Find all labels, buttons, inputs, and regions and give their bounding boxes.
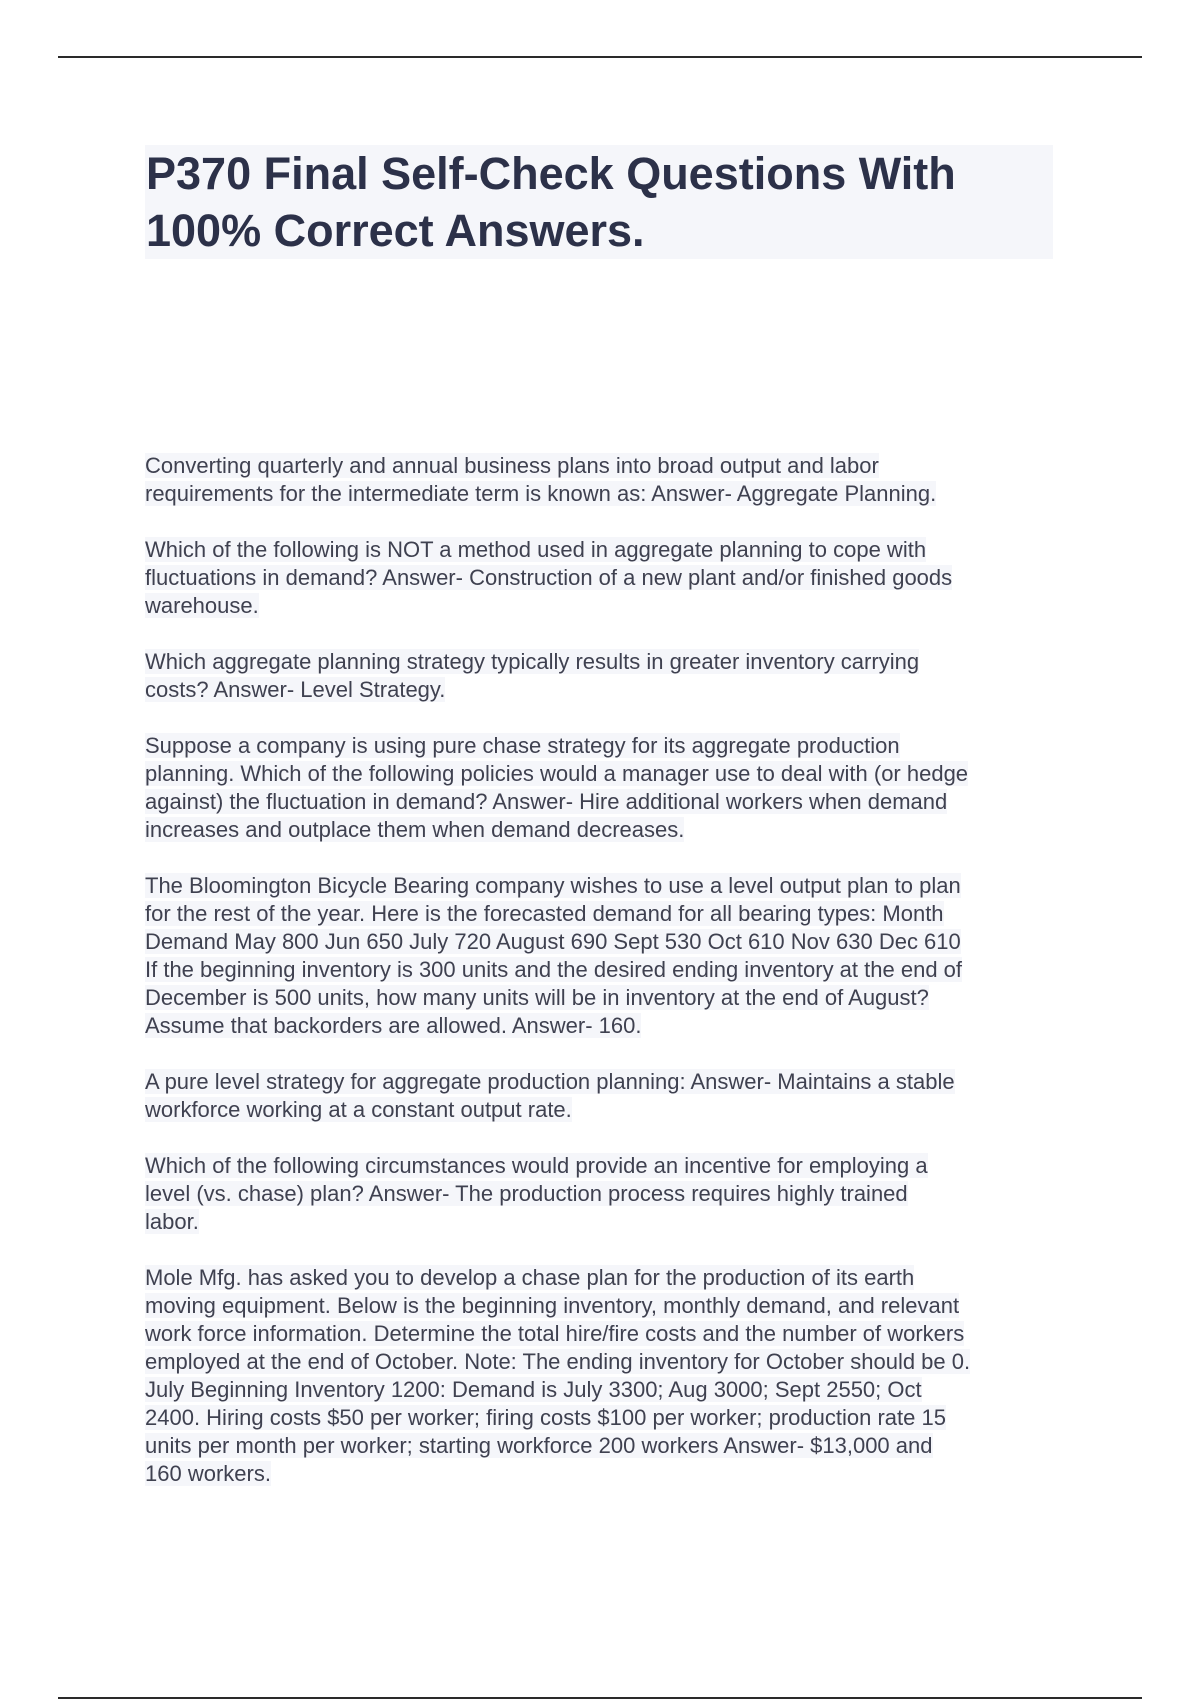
qa-line: against) the fluctuation in demand? Answer- Hire additional workers when demand xyxy=(145,789,948,814)
qa-line: workforce working at a constant output rate. xyxy=(145,1097,572,1122)
qa-line: Which of the following circumstances would provide an incentive for employing a xyxy=(145,1153,928,1178)
qa-line: A pure level strategy for aggregate production planning: Answer- Maintains a stable xyxy=(145,1069,955,1094)
qa-line: level (vs. chase) plan? Answer- The production process requires highly trained xyxy=(145,1181,908,1206)
qa-line: units per month per worker; starting workforce 200 workers Answer- $13,000 and xyxy=(145,1433,933,1458)
qa-item xyxy=(145,1152,1065,1236)
qa-line: requirements for the intermediate term is known as: Answer- Aggregate Planning. xyxy=(145,481,937,506)
qa-list xyxy=(145,452,1065,1516)
qa-line: for the rest of the year. Here is the forecasted demand for all bearing types: Month xyxy=(145,901,944,926)
qa-line: work force information. Determine the total hire/fire costs and the number of workers xyxy=(145,1321,965,1346)
qa-line: December is 500 units, how many units will be in inventory at the end of August? xyxy=(145,985,929,1010)
document-title xyxy=(145,145,1053,259)
title-line: P370 Final Self-Check Questions With xyxy=(146,148,956,199)
qa-line: 160 workers. xyxy=(145,1461,271,1486)
qa-line: Converting quarterly and annual business plans into broad output and labor xyxy=(145,453,879,478)
footer-rule xyxy=(58,1697,1142,1699)
qa-line: Mole Mfg. has asked you to develop a chase plan for the production of its earth xyxy=(145,1265,915,1290)
qa-line: moving equipment. Below is the beginning inventory, monthly demand, and relevant xyxy=(145,1293,960,1318)
qa-item xyxy=(145,648,1065,704)
qa-line: warehouse. xyxy=(145,593,259,618)
qa-item xyxy=(145,536,1065,620)
qa-line: The Bloomington Bicycle Bearing company wishes to use a level output plan to plan xyxy=(145,873,961,898)
qa-line: Assume that backorders are allowed. Answer- 160. xyxy=(145,1013,642,1038)
qa-item xyxy=(145,872,1065,1040)
qa-line: increases and outplace them when demand decreases. xyxy=(145,817,685,842)
qa-line: fluctuations in demand? Answer- Construction of a new plant and/or finished goods xyxy=(145,565,953,590)
qa-item xyxy=(145,732,1065,844)
qa-line: July Beginning Inventory 1200: Demand is July 3300; Aug 3000; Sept 2550; Oct xyxy=(145,1377,922,1402)
qa-item xyxy=(145,1264,1065,1488)
qa-line: planning. Which of the following policies would a manager use to deal with (or hedge xyxy=(145,761,969,786)
qa-line: If the beginning inventory is 300 units and the desired ending inventory at the end of xyxy=(145,957,963,982)
qa-line: employed at the end of October. Note: The ending inventory for October should be 0. xyxy=(145,1349,971,1374)
qa-line: 2400. Hiring costs $50 per worker; firing costs $100 per worker; production rate 15 xyxy=(145,1405,946,1430)
title-line: 100% Correct Answers. xyxy=(146,205,645,256)
title-block xyxy=(145,145,1053,259)
qa-line: Demand May 800 Jun 650 July 720 August 690 Sept 530 Oct 610 Nov 630 Dec 610 xyxy=(145,929,961,954)
qa-item xyxy=(145,452,1065,508)
qa-line: costs? Answer- Level Strategy. xyxy=(145,677,446,702)
qa-item xyxy=(145,1068,1065,1124)
header-rule xyxy=(58,56,1142,58)
qa-line: labor. xyxy=(145,1209,199,1234)
qa-line: Which of the following is NOT a method used in aggregate planning to cope with xyxy=(145,537,927,562)
qa-line: Which aggregate planning strategy typically results in greater inventory carrying xyxy=(145,649,920,674)
qa-line: Suppose a company is using pure chase strategy for its aggregate production xyxy=(145,733,900,758)
